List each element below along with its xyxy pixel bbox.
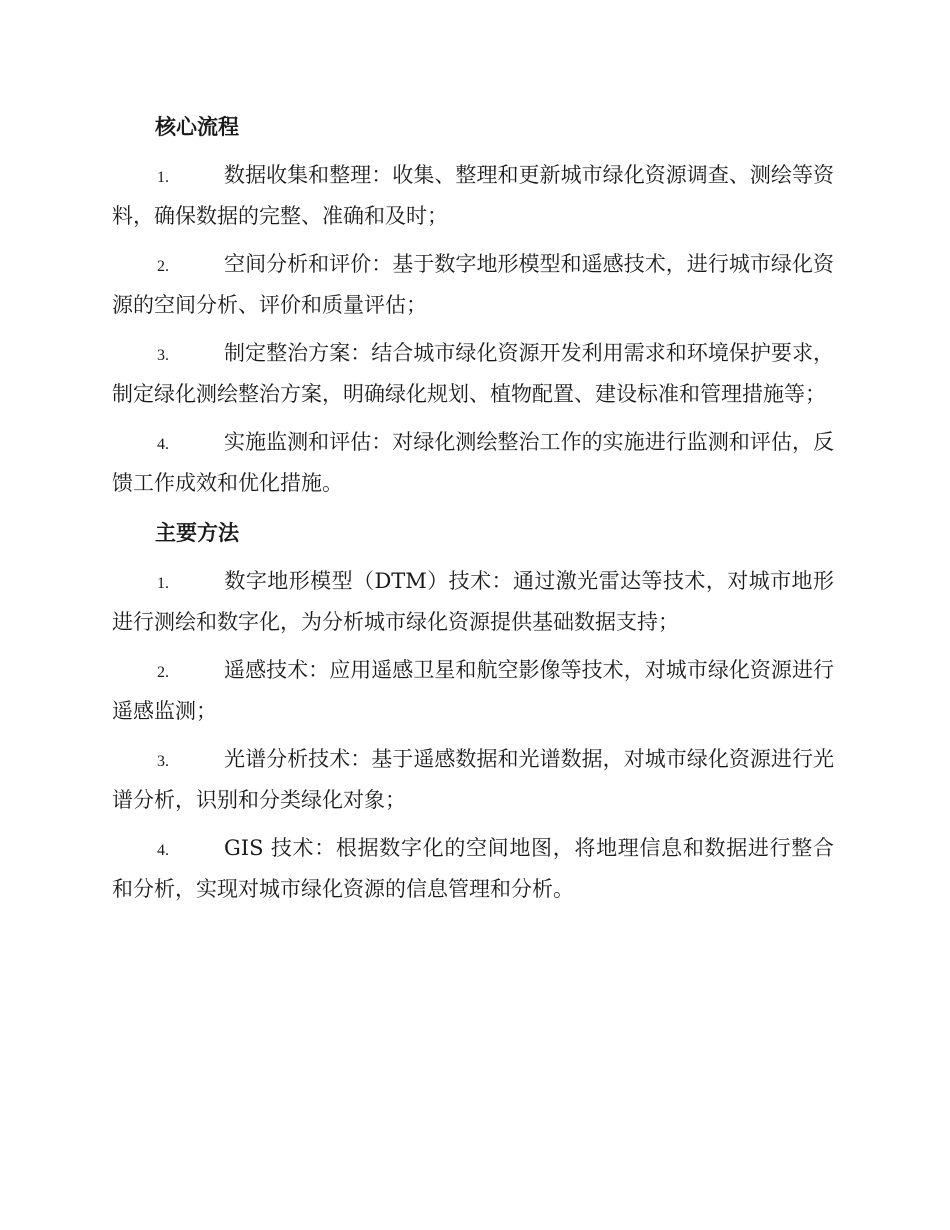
list-item-text: 实施监测和评估：对绿化测绘整治工作的实施进行监测和评估，反馈工作成效和优化措施。 xyxy=(112,430,834,495)
list-item-number: 2. xyxy=(157,664,169,681)
section-core-process xyxy=(112,108,834,502)
list-item-number: 3. xyxy=(157,753,169,770)
list-item-text: GIS 技术：根据数字化的空间地图，将地理信息和数据进行整合和分析，实现对城市绿化资源的信息管理和分析。 xyxy=(112,836,834,901)
list-item-number: 2. xyxy=(157,258,169,275)
list-item xyxy=(112,245,834,324)
list-item xyxy=(112,156,834,235)
list-item xyxy=(112,651,834,730)
list-item-number: 4. xyxy=(157,842,169,859)
section-heading: 主要方法 xyxy=(155,521,239,545)
section-main-methods xyxy=(112,514,834,908)
list-item xyxy=(112,829,834,908)
list-item xyxy=(112,740,834,819)
list-item-text: 光谱分析技术：基于遥感数据和光谱数据，对城市绿化资源进行光谱分析，识别和分类绿化对象； xyxy=(112,747,834,812)
list-item-number: 1. xyxy=(157,575,169,592)
list-item-number: 4. xyxy=(157,436,169,453)
list-item-text: 遥感技术：应用遥感卫星和航空影像等技术，对城市绿化资源进行遥感监测； xyxy=(112,658,834,723)
list-item-text: 数据收集和整理：收集、整理和更新城市绿化资源调查、测绘等资料，确保数据的完整、准确和及时； xyxy=(112,163,834,228)
list-item xyxy=(112,423,834,502)
section-heading: 核心流程 xyxy=(155,115,239,139)
list-item-text: 数字地形模型（DTM）技术：通过激光雷达等技术，对城市地形进行测绘和数字化，为分析城市绿化资源提供基础数据支持； xyxy=(112,569,834,634)
list-item-number: 3. xyxy=(157,347,169,364)
document-body xyxy=(112,108,834,918)
list-item xyxy=(112,562,834,641)
list-item-text: 空间分析和评价：基于数字地形模型和遥感技术，进行城市绿化资源的空间分析、评价和质量评估； xyxy=(112,252,834,317)
list-item xyxy=(112,334,834,413)
list-item-text: 制定整治方案：结合城市绿化资源开发利用需求和环境保护要求，制定绿化测绘整治方案，明确绿化规划、植物配置、建设标准和管理措施等； xyxy=(112,341,834,406)
list-item-number: 1. xyxy=(157,169,169,186)
